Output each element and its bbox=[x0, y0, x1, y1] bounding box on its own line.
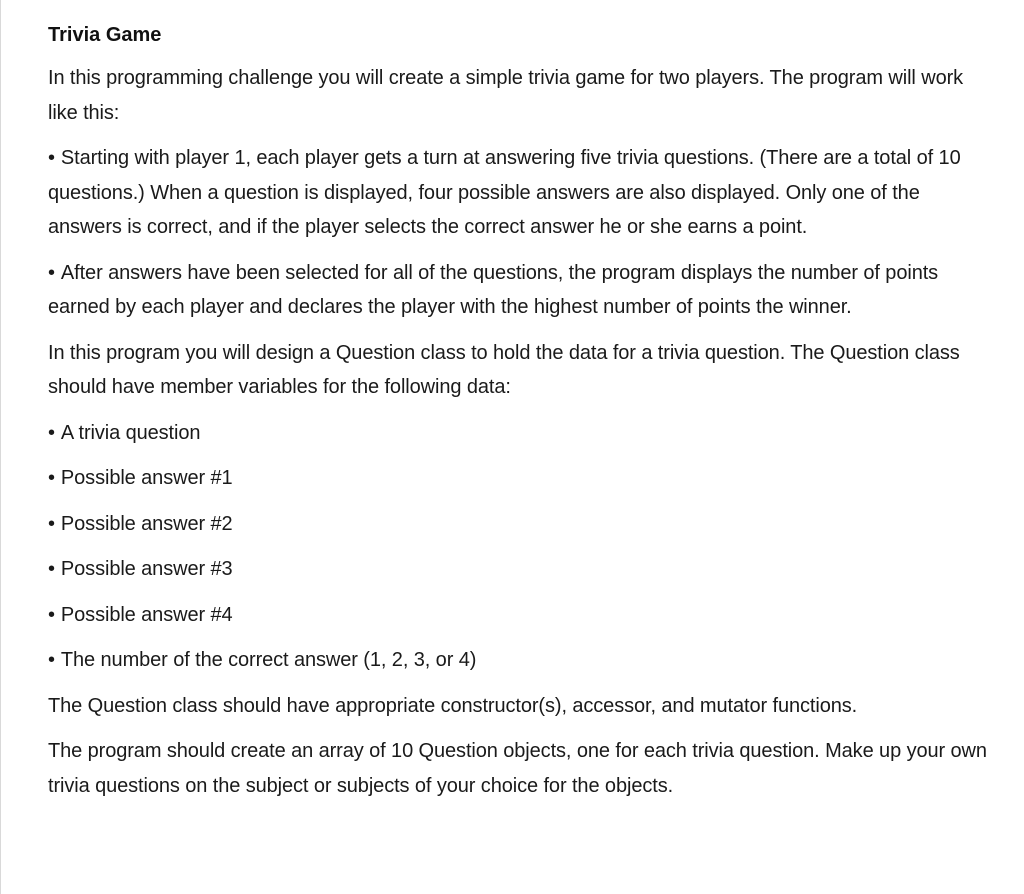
functions-paragraph: The Question class should have appropriate constructor(s), accessor, and mutator functions. bbox=[48, 694, 858, 717]
member-bullet-answer-1: • Possible answer #1 bbox=[48, 461, 998, 496]
member-bullet-correct-number: • The number of the correct answer (1, 2, 3, or 4) bbox=[48, 643, 998, 678]
member-bullet-answer-3: • Possible answer #3 bbox=[48, 552, 998, 587]
intro-paragraph: In this programming challenge you will create a simple trivia game for two players. The program will work like this: bbox=[48, 67, 964, 124]
member-bullet-answer-4: • Possible answer #4 bbox=[48, 598, 998, 633]
member-bullet-question: • A trivia question bbox=[48, 416, 998, 451]
member-bullet-answer-2: • Possible answer #2 bbox=[48, 507, 998, 542]
question-class-paragraph: In this program you will design a Question class to hold the data for a trivia question. The Question class should have member variables for the following data: bbox=[48, 341, 960, 398]
rule-bullet-turns: • Starting with player 1, each player gets a turn at answering five trivia questions. (There are a total of 10 questions.) When a question is displayed, four possible answers are also displayed. Only one of the answers is correct, and if the player selects the correct answer he or she earns a point. bbox=[48, 141, 998, 245]
rule-bullet-scoring: • After answers have been selected for all of the questions, the program displays the number of points earned by each player and declares the player with the highest number of points the winner. bbox=[48, 256, 998, 325]
array-paragraph: The program should create an array of 10 Question objects, one for each trivia question. Make up your own trivia questions on the subject or subjects of your choice for the objects. bbox=[48, 740, 987, 797]
document-content bbox=[48, 21, 998, 814]
document-title: Trivia Game bbox=[48, 24, 162, 46]
